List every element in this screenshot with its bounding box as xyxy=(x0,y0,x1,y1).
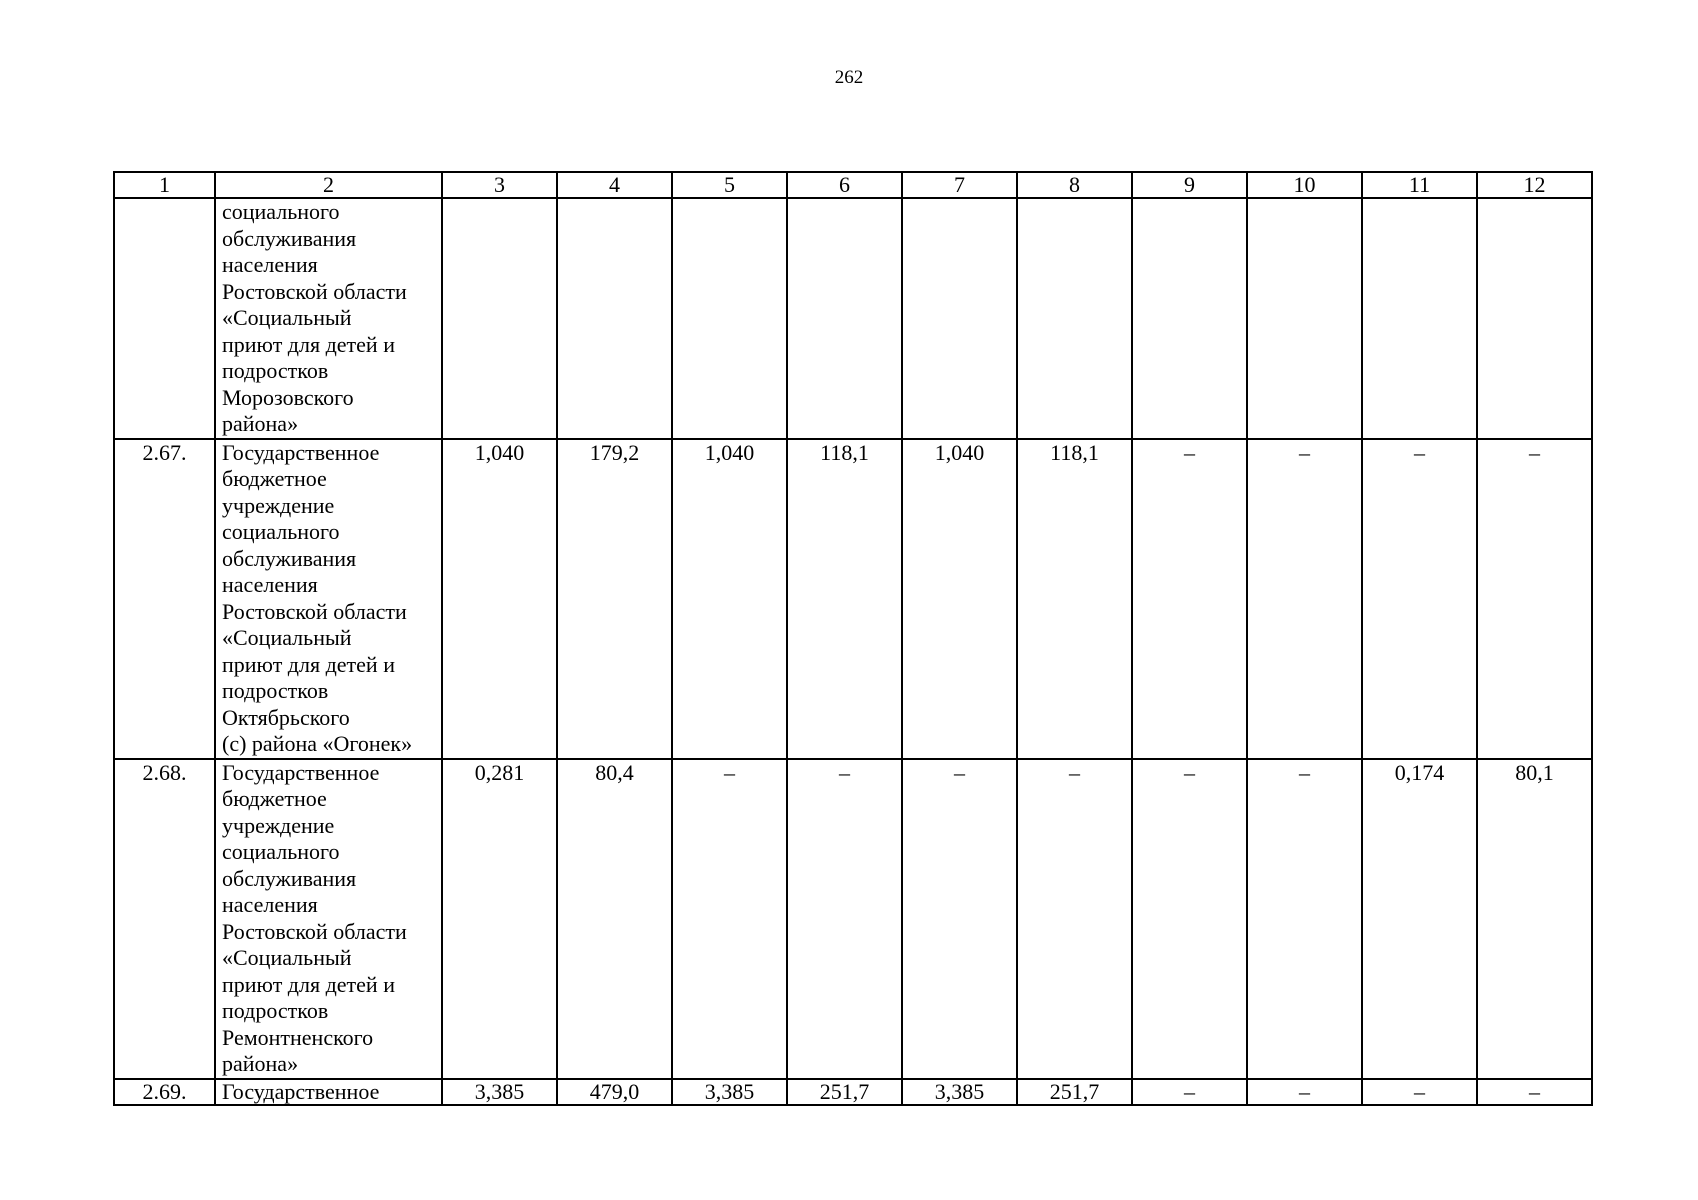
value-cell: 0,281 xyxy=(442,759,557,1079)
value-cell: 3,385 xyxy=(442,1079,557,1105)
value-cell xyxy=(1477,198,1592,439)
value-cell: 80,1 xyxy=(1477,759,1592,1079)
header-cell: 5 xyxy=(672,172,787,198)
row-number-cell: 2.67. xyxy=(114,439,215,759)
value-cell: 1,040 xyxy=(442,439,557,759)
value-cell xyxy=(1247,198,1362,439)
value-cell: – xyxy=(1477,439,1592,759)
table-row xyxy=(114,1079,1592,1105)
institution-name-cell: Государственное xyxy=(215,1079,442,1105)
row-number-cell xyxy=(114,198,215,439)
value-cell: – xyxy=(902,759,1017,1079)
value-cell: 179,2 xyxy=(557,439,672,759)
table-row xyxy=(114,439,1592,759)
value-cell: 1,040 xyxy=(672,439,787,759)
page-number: 262 xyxy=(834,67,864,88)
header-cell: 7 xyxy=(902,172,1017,198)
value-cell: – xyxy=(1477,1079,1592,1105)
value-cell: – xyxy=(1247,439,1362,759)
value-cell: – xyxy=(1362,439,1477,759)
header-cell: 1 xyxy=(114,172,215,198)
header-cell: 9 xyxy=(1132,172,1247,198)
header-cell: 3 xyxy=(442,172,557,198)
value-cell: 1,040 xyxy=(902,439,1017,759)
row-number-cell: 2.69. xyxy=(114,1079,215,1105)
value-cell: – xyxy=(1362,1079,1477,1105)
value-cell: 3,385 xyxy=(672,1079,787,1105)
header-cell: 11 xyxy=(1362,172,1477,198)
value-cell: – xyxy=(1132,439,1247,759)
value-cell: – xyxy=(1132,759,1247,1079)
value-cell: – xyxy=(1132,1079,1247,1105)
table-row xyxy=(114,198,1592,439)
value-cell xyxy=(1017,198,1132,439)
value-cell xyxy=(442,198,557,439)
header-cell: 12 xyxy=(1477,172,1592,198)
value-cell: – xyxy=(1247,759,1362,1079)
header-cell: 4 xyxy=(557,172,672,198)
institution-name-cell: Государственное бюджетное учреждение социального обслуживания населения Ростовской области «Социальный приют для детей и подростков Ремонтненского района» xyxy=(215,759,442,1079)
value-cell: 80,4 xyxy=(557,759,672,1079)
institution-name-cell: Государственное бюджетное учреждение социального обслуживания населения Ростовской области «Социальный приют для детей и подростков Октябрьского (с) района «Огонек» xyxy=(215,439,442,759)
row-number-cell: 2.68. xyxy=(114,759,215,1079)
value-cell: 479,0 xyxy=(557,1079,672,1105)
value-cell: 251,7 xyxy=(787,1079,902,1105)
value-cell: 118,1 xyxy=(787,439,902,759)
value-cell: 118,1 xyxy=(1017,439,1132,759)
table-header-row xyxy=(114,172,1592,198)
value-cell: 0,174 xyxy=(1362,759,1477,1079)
header-cell: 10 xyxy=(1247,172,1362,198)
value-cell xyxy=(672,198,787,439)
value-cell xyxy=(1132,198,1247,439)
value-cell xyxy=(557,198,672,439)
value-cell: – xyxy=(1017,759,1132,1079)
institution-name-cell: социального обслуживания населения Ростовской области «Социальный приют для детей и подростков Морозовского района» xyxy=(215,198,442,439)
header-cell: 8 xyxy=(1017,172,1132,198)
data-table xyxy=(113,171,1593,1106)
value-cell: 251,7 xyxy=(1017,1079,1132,1105)
value-cell: – xyxy=(787,759,902,1079)
value-cell: 3,385 xyxy=(902,1079,1017,1105)
value-cell: – xyxy=(672,759,787,1079)
value-cell xyxy=(902,198,1017,439)
header-cell: 2 xyxy=(215,172,442,198)
header-cell: 6 xyxy=(787,172,902,198)
table-row xyxy=(114,759,1592,1079)
value-cell xyxy=(787,198,902,439)
value-cell: – xyxy=(1247,1079,1362,1105)
value-cell xyxy=(1362,198,1477,439)
